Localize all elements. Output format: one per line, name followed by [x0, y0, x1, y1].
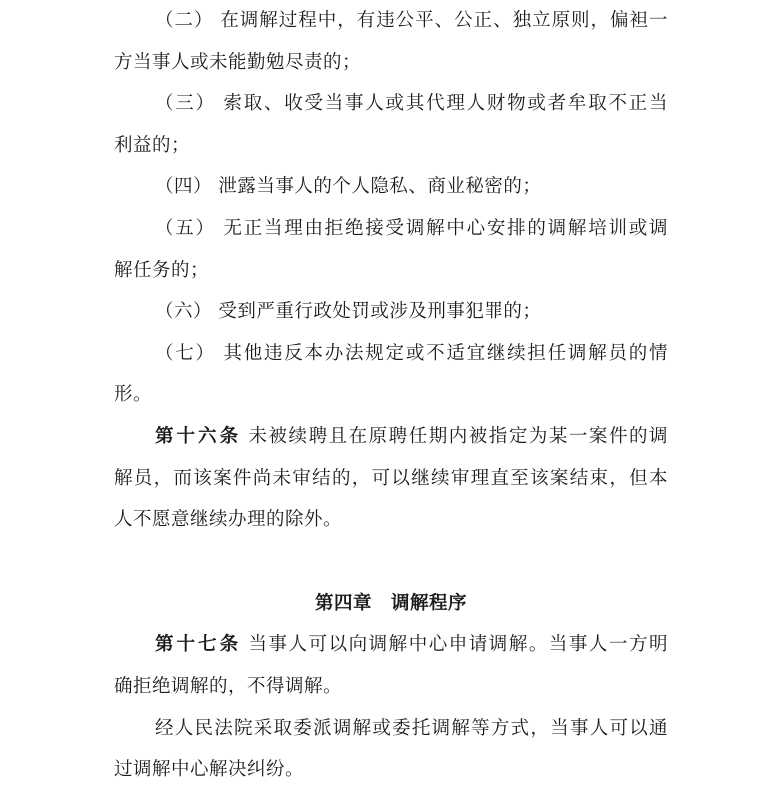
- item-2-line-1: （二） 在调解过程中，有违公平、公正、独立原则，偏袒一: [155, 10, 668, 31]
- article-17-line-2: 确拒绝调解的，不得调解。: [114, 675, 343, 697]
- article-16-line-2: 解员，而该案件尚未审结的，可以继续审理直至该案结束，但本: [114, 467, 668, 489]
- article-17-label: 第十七条: [155, 634, 242, 656]
- item-3-line-2: 利益的；: [114, 134, 191, 156]
- item-7-line-2: 形。: [114, 384, 153, 406]
- article-16-line-1: [114, 416, 668, 458]
- article-16-label: 第十六条: [155, 425, 242, 447]
- chapter-heading: 第四章 调解程序: [314, 592, 467, 614]
- article-17-text: 当事人可以向调解中心申请调解。当事人一方明: [241, 634, 668, 656]
- closing-line-2: 过调解中心解决纠纷。: [114, 759, 305, 781]
- article-17-line-1: [114, 624, 668, 666]
- item-2-line-2: 方当事人或未能勤勉尽责的；: [114, 51, 362, 73]
- section-spacer: [114, 541, 668, 583]
- item-7-line-1: （七） 其他违反本办法规定或不适宜继续担任调解员的情: [155, 342, 668, 364]
- closing-line-1: 经人民法院采取委派调解或委托调解等方式，当事人可以通: [155, 717, 668, 739]
- item-5-line-1: （五） 无正当理由拒绝接受调解中心安排的调解培训或调: [155, 217, 668, 239]
- item-5-line-2: 解任务的；: [114, 259, 210, 281]
- item-3-line-1: （三） 索取、收受当事人或其代理人财物或者牟取不正当: [155, 93, 668, 115]
- item-4-line-1: （四） 泄露当事人的个人隐私、商业秘密的；: [155, 176, 542, 198]
- article-16-line-3: 人不愿意继续办理的除外。: [114, 509, 343, 531]
- article-16-text: 未被续聘且在原聘任期内被指定为某一案件的调: [241, 425, 668, 447]
- item-6-line-1: （六） 受到严重行政处罚或涉及刑事犯罪的；: [155, 301, 542, 323]
- document-body: [114, 0, 668, 791]
